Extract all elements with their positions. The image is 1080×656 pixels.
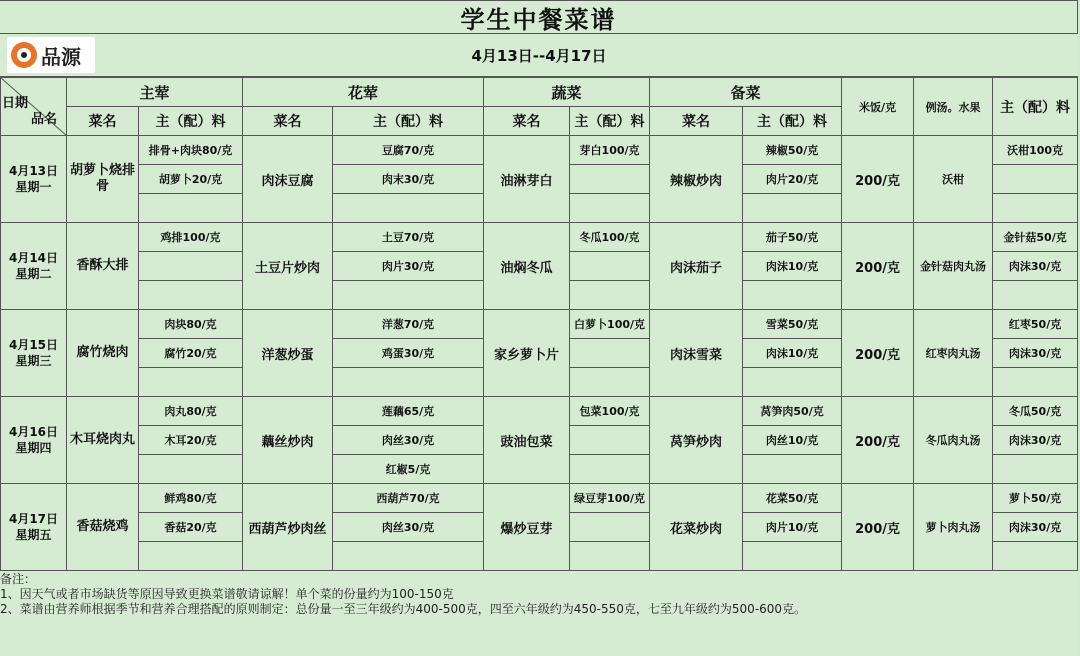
main-ingredient: 腐竹20/克: [139, 339, 243, 368]
menu-table: [0, 77, 1078, 571]
side-ingredient: 肉片10/克: [743, 513, 842, 542]
weekday-label: 星期四: [15, 441, 52, 455]
half-ingredient: [333, 194, 484, 223]
date-label: 4月16日: [8, 425, 59, 439]
half-ingredient: 肉末30/克: [333, 165, 484, 194]
main-ingredient: 胡萝卜20/克: [139, 165, 243, 194]
soup-ingredient: [993, 194, 1078, 223]
side-dish-name-header: 菜名: [650, 107, 743, 136]
half-ingredient: 肉片30/克: [333, 252, 484, 281]
soup-ingredient: [993, 368, 1078, 397]
half-ingredient: 肉丝30/克: [333, 426, 484, 455]
soup-ingredient: 肉沫30/克: [993, 426, 1078, 455]
side-ingredient: [743, 368, 842, 397]
main-ingredient: 香菇20/克: [139, 513, 243, 542]
corner-header: [1, 78, 67, 136]
main-dish-name: 香酥大排: [67, 223, 139, 310]
side-dish-name: 莴笋炒肉: [650, 397, 743, 484]
soup-ingredient: 金针菇50/克: [993, 223, 1078, 252]
table-row: [1, 136, 1078, 165]
side-ingredient: 辣椒50/克: [743, 136, 842, 165]
rice-header: 米饭/克: [842, 78, 914, 136]
side-ingredient: 肉丝10/克: [743, 426, 842, 455]
veg-dish-name: 油淋芽白: [484, 136, 570, 223]
half-ingredients-header: 主（配）料: [333, 107, 484, 136]
weekday-label: 星期二: [15, 267, 52, 281]
veg-ingredient: [570, 455, 650, 484]
date-label: 4月13日: [8, 164, 59, 178]
date-label: 4月17日: [8, 512, 59, 526]
veg-dish-name: 爆炒豆芽: [484, 484, 570, 571]
veg-ingredients-header: 主（配）料: [570, 107, 650, 136]
corner-date-label: 日期: [2, 96, 29, 111]
veg-ingredient: 芽白100/克: [570, 136, 650, 165]
veg-ingredient: [570, 281, 650, 310]
half-ingredient: 肉丝30/克: [333, 513, 484, 542]
main-ingredient: [139, 542, 243, 571]
half-ingredient: 西葫芦70/克: [333, 484, 484, 513]
veg-ingredient: [570, 513, 650, 542]
note-1: 1、因天气或者市场缺货等原因导致更换菜谱敬请谅解！单个菜的份量约为100-150克: [0, 587, 454, 601]
rice-amount: 200/克: [842, 223, 914, 310]
weekday-label: 星期一: [15, 180, 52, 194]
main-ingredient: 木耳20/克: [139, 426, 243, 455]
table-row: [1, 397, 1078, 426]
half-ingredient: 莲藕65/克: [333, 397, 484, 426]
side-dish-name: 花菜炒肉: [650, 484, 743, 571]
veg-dish-name: 油焖冬瓜: [484, 223, 570, 310]
soup-name: 红枣肉丸汤: [914, 310, 993, 397]
vegetable-header: 蔬菜: [484, 78, 650, 107]
date-label: 4月14日: [8, 251, 59, 265]
side-dish-name: 肉沫茄子: [650, 223, 743, 310]
weekday-label: 星期三: [15, 354, 52, 368]
half-dish-name-header: 菜名: [243, 107, 333, 136]
soup-ingredient: [993, 455, 1078, 484]
rice-amount: 200/克: [842, 136, 914, 223]
date-cell: [1, 397, 67, 484]
soup-fruit-header: 例汤。水果: [914, 78, 993, 136]
side-dish-name: 肉沫雪菜: [650, 310, 743, 397]
logo-icon: [11, 42, 37, 68]
side-header: 备菜: [650, 78, 842, 107]
veg-dish-name: 豉油包菜: [484, 397, 570, 484]
main-dish-name-header: 菜名: [67, 107, 139, 136]
main-dish-name: 木耳烧肉丸: [67, 397, 139, 484]
veg-dish-name: 家乡萝卜片: [484, 310, 570, 397]
notes: [0, 572, 1078, 617]
half-meat-header: 花荤: [243, 78, 484, 107]
weekday-label: 星期五: [15, 528, 52, 542]
main-meat-header: 主荤: [67, 78, 243, 107]
date-cell: [1, 310, 67, 397]
rice-amount: 200/克: [842, 310, 914, 397]
half-ingredient: [333, 542, 484, 571]
veg-ingredient: [570, 194, 650, 223]
soup-ingredient: 肉沫30/克: [993, 513, 1078, 542]
soup-ingredients-header: 主（配）料: [993, 78, 1078, 136]
side-ingredient: [743, 455, 842, 484]
brand-logo: [7, 37, 95, 73]
half-ingredient: 红椒5/克: [333, 455, 484, 484]
main-ingredient: [139, 194, 243, 223]
half-dish-name: 藕丝炒肉: [243, 397, 333, 484]
soup-ingredient: 沃柑100克: [993, 136, 1078, 165]
veg-ingredient: 冬瓜100/克: [570, 223, 650, 252]
half-ingredient: 豆腐70/克: [333, 136, 484, 165]
side-ingredient: 肉片20/克: [743, 165, 842, 194]
side-ingredient: 花菜50/克: [743, 484, 842, 513]
date-label: 4月15日: [8, 338, 59, 352]
soup-ingredient: [993, 165, 1078, 194]
date-cell: [1, 136, 67, 223]
date-range: 4月13日--4月17日: [0, 34, 1078, 77]
veg-ingredient: [570, 165, 650, 194]
side-ingredient: 莴笋肉50/克: [743, 397, 842, 426]
main-ingredient: 肉块80/克: [139, 310, 243, 339]
main-dish-name: 香菇烧鸡: [67, 484, 139, 571]
note-2: 2、菜谱由营养师根据季节和营养合理搭配的原则制定：总份量一至三年级约为400-500克，四至六年级约为450-550克，七至九年级约为500-600克。: [0, 602, 807, 616]
soup-ingredient: 萝卜50/克: [993, 484, 1078, 513]
soup-name: 萝卜肉丸汤: [914, 484, 993, 571]
half-ingredient: 鸡蛋30/克: [333, 339, 484, 368]
veg-ingredient: [570, 426, 650, 455]
side-ingredient: [743, 194, 842, 223]
half-ingredient: [333, 368, 484, 397]
half-ingredient: [333, 281, 484, 310]
notes-heading: 备注：: [0, 572, 37, 586]
veg-ingredient: 白萝卜100/克: [570, 310, 650, 339]
soup-ingredient: 冬瓜50/克: [993, 397, 1078, 426]
side-ingredient: 茄子50/克: [743, 223, 842, 252]
corner-item-label: 品名: [31, 112, 58, 127]
soup-ingredient: [993, 542, 1078, 571]
veg-ingredient: [570, 368, 650, 397]
date-cell: [1, 223, 67, 310]
soup-ingredient: 肉沫30/克: [993, 339, 1078, 368]
side-ingredient: [743, 542, 842, 571]
main-ingredient: [139, 455, 243, 484]
main-ingredient: [139, 281, 243, 310]
side-ingredient: 肉沫10/克: [743, 252, 842, 281]
half-ingredient: 洋葱70/克: [333, 310, 484, 339]
main-ingredient: 鲜鸡80/克: [139, 484, 243, 513]
table-row: [1, 223, 1078, 252]
table-row: [1, 310, 1078, 339]
veg-ingredient: [570, 252, 650, 281]
half-dish-name: 肉沫豆腐: [243, 136, 333, 223]
soup-ingredient: 肉沫30/克: [993, 252, 1078, 281]
veg-ingredient: 包菜100/克: [570, 397, 650, 426]
soup-ingredient: [993, 281, 1078, 310]
main-dish-name: 腐竹烧肉: [67, 310, 139, 397]
main-ingredient: [139, 368, 243, 397]
side-dish-name: 辣椒炒肉: [650, 136, 743, 223]
rice-amount: 200/克: [842, 397, 914, 484]
main-dish-name: 胡萝卜烧排骨: [67, 136, 139, 223]
side-ingredient: 肉沫10/克: [743, 339, 842, 368]
side-ingredients-header: 主（配）料: [743, 107, 842, 136]
rice-amount: 200/克: [842, 484, 914, 571]
half-ingredient: 土豆70/克: [333, 223, 484, 252]
main-ingredient: 鸡排100/克: [139, 223, 243, 252]
side-ingredient: [743, 281, 842, 310]
main-ingredient: 排骨+肉块80/克: [139, 136, 243, 165]
veg-ingredient: [570, 542, 650, 571]
veg-dish-name-header: 菜名: [484, 107, 570, 136]
soup-ingredient: 红枣50/克: [993, 310, 1078, 339]
main-ingredient: [139, 252, 243, 281]
table-row: [1, 484, 1078, 513]
half-dish-name: 洋葱炒蛋: [243, 310, 333, 397]
date-cell: [1, 484, 67, 571]
page-title: 学生中餐菜谱: [0, 0, 1078, 34]
half-dish-name: 土豆片炒肉: [243, 223, 333, 310]
side-ingredient: 雪菜50/克: [743, 310, 842, 339]
main-ingredients-header: 主（配）料: [139, 107, 243, 136]
veg-ingredient: 绿豆芽100/克: [570, 484, 650, 513]
half-dish-name: 西葫芦炒肉丝: [243, 484, 333, 571]
soup-name: 沃柑: [914, 136, 993, 223]
soup-name: 金针菇肉丸汤: [914, 223, 993, 310]
soup-name: 冬瓜肉丸汤: [914, 397, 993, 484]
veg-ingredient: [570, 339, 650, 368]
main-ingredient: 肉丸80/克: [139, 397, 243, 426]
logo-text: 品源: [41, 44, 81, 69]
